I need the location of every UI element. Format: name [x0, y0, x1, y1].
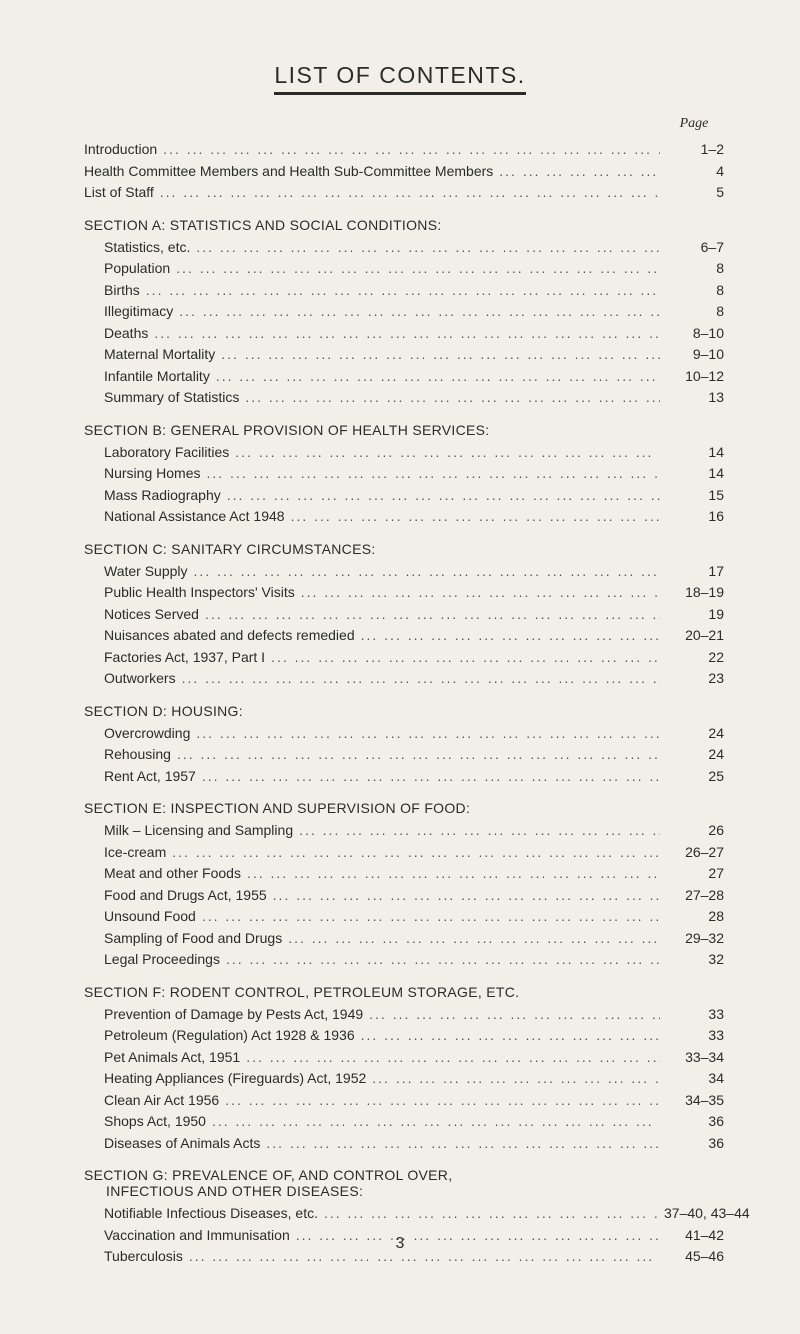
- toc-entry-label: Summary of Statistics: [104, 389, 240, 405]
- section-heading-text: SECTION G: PREVALENCE OF, AND CONTROL OVER,: [84, 1167, 453, 1183]
- toc-entry-label: National Assistance Act 1948: [104, 508, 285, 524]
- dot-leader: [324, 1205, 660, 1221]
- toc-entry-page: 25: [708, 767, 724, 784]
- section-heading: [84, 411, 724, 444]
- toc-entry-page: 29–32: [685, 929, 724, 946]
- dot-leader: [216, 368, 660, 384]
- toc-entry-page: 10–12: [685, 367, 724, 384]
- page-number: 3: [395, 1235, 405, 1252]
- toc-entry: [84, 239, 724, 261]
- toc-entry-label: Births: [104, 281, 140, 298]
- toc-entry-page: 33–34: [685, 1048, 724, 1065]
- dot-leader: [154, 325, 660, 341]
- toc-entry-label: Deaths: [104, 324, 149, 341]
- toc-entry-label: Nuisances abated and defects remedied: [104, 627, 355, 643]
- toc-entry: [84, 325, 724, 347]
- dot-leader: [194, 563, 660, 579]
- dot-leader: [288, 930, 660, 946]
- dot-leader: [212, 1113, 660, 1129]
- toc-entry: [84, 1049, 724, 1071]
- section-heading: [84, 206, 724, 239]
- dot-leader: [182, 670, 660, 686]
- toc-entry-page: 9–10: [692, 346, 724, 362]
- toc-entry-page: 27–28: [685, 886, 724, 903]
- toc-entry-label: Pet Animals Act, 1951: [104, 1048, 241, 1065]
- toc-entry-page: 26: [708, 822, 724, 838]
- toc-entry-label: Ice-cream: [104, 843, 167, 860]
- toc-entry-label: Legal Proceedings: [104, 951, 220, 967]
- toc-entry-label: Rent Act, 1957: [104, 767, 196, 784]
- dot-leader: [273, 887, 660, 903]
- dot-leader: [179, 303, 660, 319]
- toc-entry: [84, 141, 724, 163]
- toc-entry-page: 4: [716, 162, 724, 179]
- section-heading: [84, 530, 724, 563]
- toc-entry-page: 33: [708, 1005, 724, 1022]
- toc-entry: [84, 951, 724, 973]
- toc-entry: [84, 606, 724, 628]
- toc-entry-page: 24: [708, 746, 724, 762]
- toc-entry-page: 33: [708, 1027, 724, 1043]
- toc-entry: [84, 1135, 724, 1157]
- dot-leader: [172, 844, 660, 860]
- dot-leader: [369, 1006, 660, 1022]
- section-heading-text: SECTION D: HOUSING:: [84, 702, 243, 719]
- dot-leader: [372, 1070, 660, 1086]
- section-heading-text: SECTION B: GENERAL PROVISION OF HEALTH SERVICES:: [84, 421, 490, 438]
- section-heading: [84, 973, 724, 1006]
- toc-entry-page: 20–21: [685, 627, 724, 643]
- toc-entry-label: Heating Appliances (Fireguards) Act, 1952: [104, 1070, 367, 1086]
- dot-leader: [499, 163, 660, 179]
- toc-entry-page: 5: [716, 184, 724, 200]
- toc-entry-label: Food and Drugs Act, 1955: [104, 886, 267, 903]
- toc-entry-label: Introduction: [84, 141, 158, 157]
- dot-leader: [221, 346, 660, 362]
- toc-entry: [84, 584, 724, 606]
- dot-leader: [301, 584, 660, 600]
- toc-entry-label: Tuberculosis: [104, 1248, 183, 1264]
- toc-entry: [84, 465, 724, 487]
- toc-entry: [84, 346, 724, 368]
- section-heading-text: SECTION E: INSPECTION AND SUPERVISION OF FOOD:: [84, 800, 471, 816]
- toc-entry-page: 17: [708, 562, 724, 579]
- dot-leader: [227, 487, 660, 503]
- toc-entry-page: 18–19: [685, 584, 724, 600]
- dot-leader: [176, 260, 660, 276]
- toc-entry: [84, 670, 724, 692]
- toc-entry-label: Statistics, etc.: [104, 238, 191, 255]
- dot-leader: [291, 508, 660, 524]
- dot-leader: [163, 141, 660, 157]
- toc-entry: [84, 865, 724, 887]
- toc-entry-page: 23: [708, 670, 724, 686]
- toc-entry-label: Notifiable Infectious Diseases, etc.: [104, 1205, 318, 1221]
- toc-entry-label: Petroleum (Regulation) Act 1928 & 1936: [104, 1027, 355, 1043]
- toc-entry: [84, 487, 724, 509]
- toc-entry: [84, 1113, 724, 1135]
- section-heading: [84, 789, 724, 822]
- dot-leader: [245, 389, 660, 405]
- toc-entry: [84, 930, 724, 952]
- dot-leader: [225, 1092, 660, 1108]
- toc-entry-page: 8–10: [692, 324, 724, 341]
- toc-entry: [84, 282, 724, 304]
- dot-leader: [246, 1049, 660, 1065]
- dot-leader: [146, 282, 660, 298]
- toc-entry: [84, 649, 724, 671]
- dot-leader: [361, 627, 660, 643]
- toc-entry: [84, 368, 724, 390]
- section-heading-text: SECTION F: RODENT CONTROL, PETROLEUM STORAGE, ETC.: [84, 983, 520, 1000]
- toc-entry-page: 24: [708, 724, 724, 741]
- toc-entry-label: Outworkers: [104, 670, 176, 686]
- dot-leader: [299, 822, 660, 838]
- dot-leader: [160, 184, 660, 200]
- toc-entry-label: Maternal Mortality: [104, 346, 216, 362]
- dot-leader: [205, 606, 660, 622]
- toc-entry-label: Infantile Mortality: [104, 367, 210, 384]
- toc-entry-page: 1–2: [700, 141, 724, 157]
- toc-entry-label: Overcrowding: [104, 724, 191, 741]
- dot-leader: [177, 746, 660, 762]
- toc-entry-page: 26–27: [685, 843, 724, 860]
- toc-entry: [84, 260, 724, 282]
- toc-entry-page: 16: [708, 508, 724, 524]
- toc-entry-page: 15: [708, 486, 724, 503]
- toc-entry: [84, 303, 724, 325]
- toc-entry-page: 45–46: [685, 1248, 724, 1264]
- toc-entry: [84, 389, 724, 411]
- dot-leader: [226, 951, 660, 967]
- toc-entry-page: 27: [708, 865, 724, 881]
- dot-leader: [235, 444, 660, 460]
- dot-leader: [266, 1135, 660, 1151]
- toc-entry: [84, 725, 724, 747]
- toc-entry: [84, 563, 724, 585]
- toc-entry: [84, 163, 724, 185]
- toc-entry-page: 8: [716, 281, 724, 298]
- toc-entry: [84, 1006, 724, 1028]
- section-heading-text: SECTION A: STATISTICS AND SOCIAL CONDITIONS:: [84, 216, 442, 233]
- toc-entry-page: 34–35: [685, 1091, 724, 1108]
- toc-entry-label: Public Health Inspectors' Visits: [104, 584, 295, 600]
- toc-entry-label: Vaccination and Immunisation: [104, 1226, 290, 1243]
- toc-entry: [84, 184, 724, 206]
- section-heading: [84, 692, 724, 725]
- toc-entry-page: 28: [708, 908, 724, 924]
- toc-entry-label: Diseases of Animals Acts: [104, 1134, 261, 1151]
- toc-entry: [84, 768, 724, 790]
- dot-leader: [247, 865, 660, 881]
- dot-leader: [206, 465, 660, 481]
- toc-entry-label: Laboratory Facilities: [104, 443, 230, 460]
- toc-entry-label: Shops Act, 1950: [104, 1113, 206, 1129]
- toc-entry-label: Nursing Homes: [104, 465, 201, 481]
- dot-leader: [361, 1027, 660, 1043]
- table-of-contents: [84, 141, 750, 1270]
- dot-leader: [196, 725, 660, 741]
- toc-entry: [84, 908, 724, 930]
- toc-entry-page: 14: [708, 465, 724, 481]
- toc-entry-label: List of Staff: [84, 184, 154, 200]
- section-heading: [84, 1156, 724, 1199]
- dot-leader: [202, 768, 660, 784]
- toc-entry-page: 32: [708, 951, 724, 967]
- toc-entry: [84, 1092, 724, 1114]
- toc-entry-label: Factories Act, 1937, Part I: [104, 648, 266, 665]
- toc-entry-label: Clean Air Act 1956: [104, 1091, 220, 1108]
- page-title: LIST OF CONTENTS.: [274, 62, 525, 95]
- toc-entry: [84, 1070, 724, 1092]
- toc-entry-label: Notices Served: [104, 605, 199, 622]
- dot-leader: [196, 239, 660, 255]
- toc-entry: [84, 822, 724, 844]
- toc-entry-label: Mass Radiography: [104, 486, 221, 503]
- toc-entry-page: 8: [716, 303, 724, 319]
- section-heading-text: SECTION C: SANITARY CIRCUMSTANCES:: [84, 540, 376, 557]
- page-column-header: Page: [679, 116, 709, 131]
- toc-entry: [84, 844, 724, 866]
- dot-leader: [202, 908, 660, 924]
- toc-entry-label: Sampling of Food and Drugs: [104, 929, 283, 946]
- toc-entry: [84, 627, 724, 649]
- toc-entry-page: 14: [708, 443, 724, 460]
- toc-entry-page: 36: [708, 1134, 724, 1151]
- toc-entry: [84, 1205, 750, 1227]
- dot-leader: [271, 649, 660, 665]
- section-heading-text-cont: INFECTIOUS AND OTHER DISEASES:: [106, 1183, 364, 1199]
- toc-entry-label: Prevention of Damage by Pests Act, 1949: [104, 1005, 364, 1022]
- toc-entry-label: Population: [104, 260, 171, 276]
- toc-entry-label: Rehousing: [104, 746, 171, 762]
- toc-entry-label: Illegitimacy: [104, 303, 174, 319]
- toc-entry-label: Water Supply: [104, 562, 188, 579]
- toc-entry-label: Unsound Food: [104, 908, 196, 924]
- toc-entry-page: 22: [708, 648, 724, 665]
- toc-entry: [84, 1027, 724, 1049]
- toc-entry: [84, 746, 724, 768]
- toc-entry-page: 19: [708, 605, 724, 622]
- toc-entry-page: 37–40, 43–44: [664, 1205, 750, 1221]
- toc-entry-page: 41–42: [685, 1226, 724, 1243]
- toc-entry: [84, 508, 724, 530]
- toc-entry-page: 36: [708, 1113, 724, 1129]
- toc-entry-label: Meat and other Foods: [104, 865, 241, 881]
- toc-entry-label: Milk – Licensing and Sampling: [104, 822, 294, 838]
- toc-entry: [84, 444, 724, 466]
- toc-entry-page: 6–7: [700, 238, 724, 255]
- toc-entry: [84, 887, 724, 909]
- title-block: [0, 62, 800, 95]
- toc-entry-page: 13: [708, 389, 724, 405]
- toc-entry-page: 8: [716, 260, 724, 276]
- toc-entry-page: 34: [708, 1070, 724, 1086]
- toc-entry-label: Health Committee Members and Health Sub-Committee Members: [84, 162, 494, 179]
